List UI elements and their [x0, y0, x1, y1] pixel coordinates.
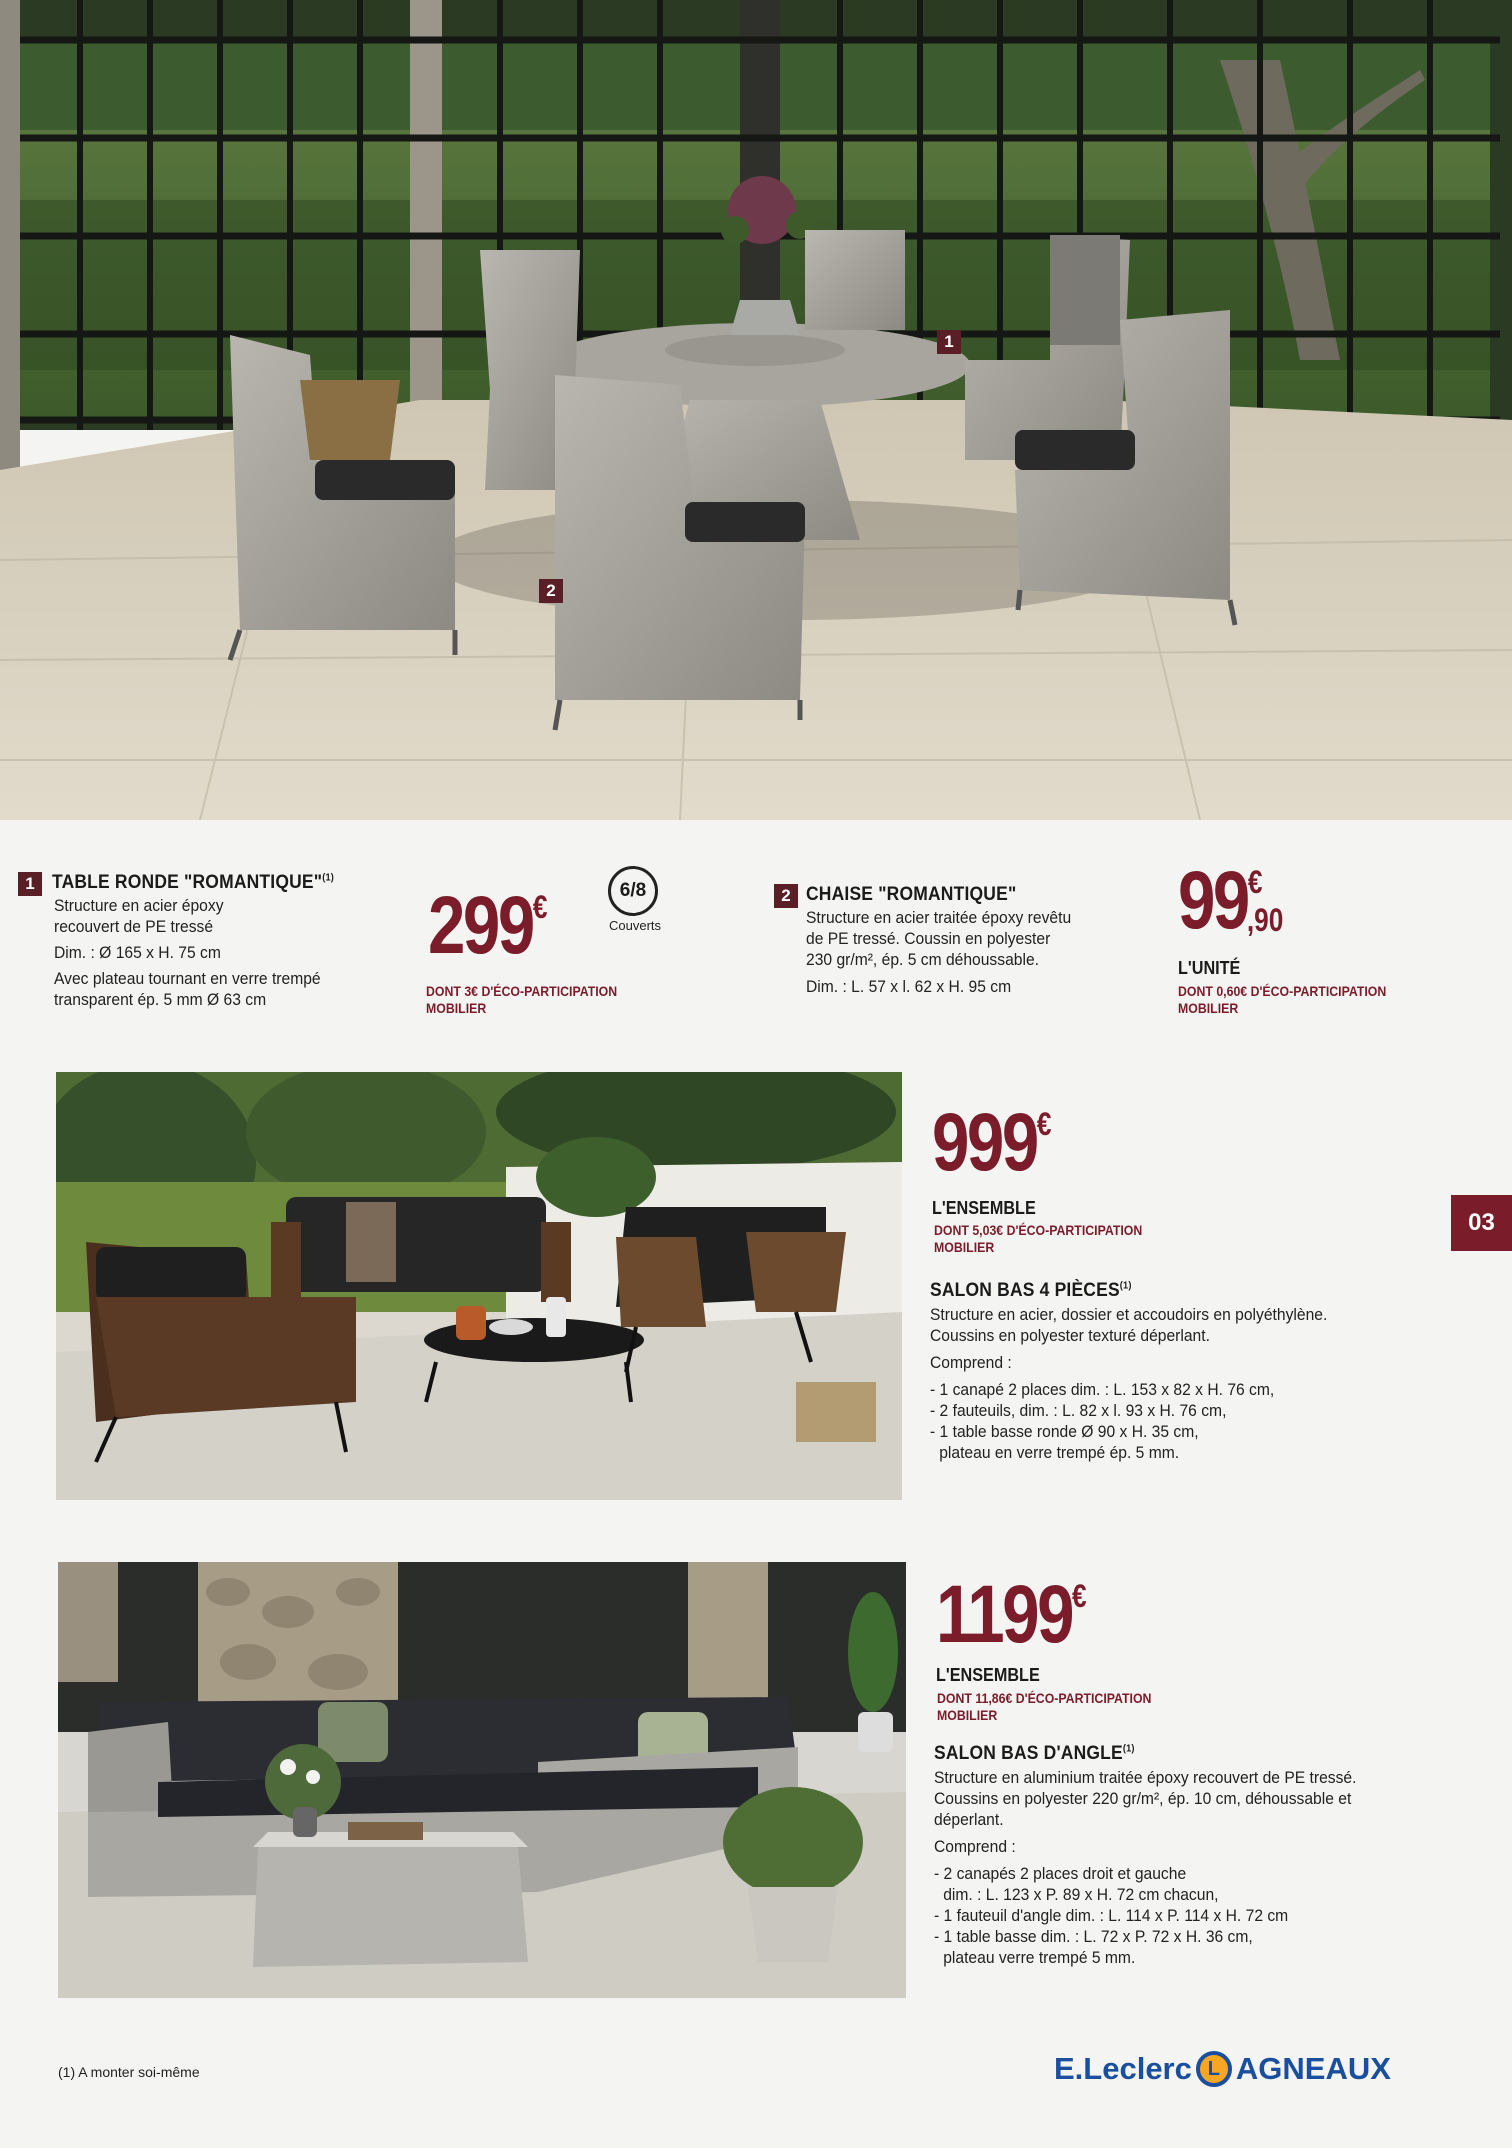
- product4-price-currency: €: [1072, 1578, 1087, 1614]
- product3-desc-line: - 2 fauteuils, dim. : L. 82 x l. 93 x H. 76 cm,: [930, 1401, 1227, 1420]
- product1-desc-line: Structure en acier époxy: [54, 896, 224, 915]
- photo-badge-chair: 2: [539, 579, 563, 603]
- product1-price: [428, 880, 548, 971]
- product2-unit: L'UNITÉ: [1178, 958, 1241, 978]
- product3-description: [930, 1304, 1327, 1463]
- product2-eco-participation: [1178, 983, 1386, 1017]
- product4-desc-line: Structure en aluminium traitée époxy recouvert de PE tressé.: [934, 1768, 1357, 1787]
- leclerc-logo-icon: L: [1196, 2051, 1232, 2087]
- product3-note: (1): [1119, 1280, 1132, 1292]
- product2-desc-line: Structure en acier traitée époxy revêtu: [806, 908, 1072, 927]
- product4-note: (1): [1122, 1743, 1135, 1755]
- product1-description: [54, 895, 321, 1010]
- product3-desc-line: plateau en verre trempé ép. 5 mm.: [939, 1443, 1180, 1462]
- product2-price-cents: ,90: [1246, 902, 1284, 938]
- product1-desc-line: transparent ép. 5 mm Ø 63 cm: [54, 990, 267, 1009]
- product2-price: [1178, 855, 1284, 946]
- product1-eco-participation: [426, 983, 617, 1017]
- product3-price: [932, 1097, 1052, 1188]
- product4-eco-line: MOBILIER: [937, 1707, 998, 1723]
- hero-photo-dining-set: [0, 0, 1512, 820]
- photo-badge-table: 1: [937, 330, 961, 354]
- product1-note: (1): [322, 872, 335, 884]
- product3-desc-line: - 1 canapé 2 places dim. : L. 153 x 82 x H. 76 cm,: [930, 1380, 1275, 1399]
- product4-desc-line: - 2 canapés 2 places droit et gauche: [934, 1864, 1187, 1883]
- footnote: (1) A monter soi-même: [58, 2064, 200, 2080]
- product4-unit: L'ENSEMBLE: [936, 1665, 1040, 1685]
- store-logo: [1054, 2046, 1391, 2092]
- product2-title: CHAISE "ROMANTIQUE": [806, 884, 1017, 905]
- product4-price-value: 1199: [936, 1569, 1073, 1660]
- product2-price-currency: €: [1247, 864, 1263, 900]
- product3-title: [930, 1280, 1132, 1302]
- product4-eco-participation: [937, 1690, 1151, 1724]
- product3-price-currency: €: [1036, 1106, 1052, 1142]
- product2-desc-line: Dim. : L. 57 x l. 62 x H. 95 cm: [806, 977, 1012, 996]
- product3-desc-line: Structure en acier, dossier et accoudoirs en polyéthylène.: [930, 1305, 1328, 1324]
- product1-desc-line: Avec plateau tournant en verre trempé: [54, 969, 321, 988]
- product1-desc-line: recouvert de PE tressé: [54, 917, 214, 936]
- product3-eco-line: MOBILIER: [934, 1239, 995, 1255]
- product4-desc-line: Comprend :: [934, 1837, 1016, 1856]
- product4-desc-line: plateau verre trempé 5 mm.: [943, 1948, 1136, 1967]
- product1-title-text: TABLE RONDE "ROMANTIQUE": [52, 872, 323, 893]
- product1-title: [52, 872, 334, 894]
- product1-eco-line: MOBILIER: [426, 1000, 487, 1016]
- covers-count: 6/8: [608, 866, 658, 916]
- product4-eco-line: DONT 11,86€ D'ÉCO-PARTICIPATION: [937, 1690, 1152, 1706]
- product3-desc-line: - 1 table basse ronde Ø 90 x H. 35 cm,: [930, 1422, 1199, 1441]
- product4-desc-line: déperlant.: [934, 1810, 1004, 1829]
- photo-salon-bas-angle: [58, 1562, 906, 1998]
- product2-description: [806, 907, 1071, 997]
- product3-title-text: SALON BAS 4 PIÈCES: [930, 1280, 1120, 1301]
- product4-desc-line: Coussins en polyester 220 gr/m², ép. 10 cm, déhoussable et: [934, 1789, 1352, 1808]
- product1-price-currency: €: [532, 889, 548, 925]
- store-location: AGNEAUX: [1235, 2051, 1391, 2086]
- product4-desc-line: - 1 table basse dim. : L. 72 x P. 72 x H. 36 cm,: [934, 1927, 1253, 1946]
- product2-price-value: 99: [1178, 855, 1248, 946]
- product2-eco-line: MOBILIER: [1178, 1000, 1239, 1016]
- product1-price-value: 299: [428, 880, 533, 971]
- product1-eco-line: DONT 3€ D'ÉCO-PARTICIPATION: [426, 983, 618, 999]
- product1-badge: 1: [18, 872, 42, 896]
- product4-price: [936, 1569, 1087, 1660]
- product2-desc-line: 230 gr/m², ép. 5 cm déhoussable.: [806, 950, 1039, 969]
- product3-desc-line: Comprend :: [930, 1353, 1012, 1372]
- store-brand: E.Leclerc: [1054, 2051, 1192, 2086]
- product3-unit: L'ENSEMBLE: [932, 1198, 1036, 1218]
- product3-eco-participation: [934, 1222, 1142, 1256]
- product1-desc-line: Dim. : Ø 165 x H. 75 cm: [54, 943, 221, 962]
- product4-description: [934, 1767, 1356, 1968]
- product4-title: [934, 1743, 1135, 1765]
- product3-price-value: 999: [932, 1097, 1037, 1188]
- product2-desc-line: de PE tressé. Coussin en polyester: [806, 929, 1051, 948]
- product4-desc-line: dim. : L. 123 x P. 89 x H. 72 cm chacun,: [943, 1885, 1219, 1904]
- product4-desc-line: - 1 fauteuil d'angle dim. : L. 114 x P. 114 x H. 72 cm: [934, 1906, 1289, 1925]
- product2-badge: 2: [774, 884, 798, 908]
- covers-badge: [602, 866, 666, 936]
- product4-title-text: SALON BAS D'ANGLE: [934, 1743, 1123, 1764]
- photo-salon-bas-4-pieces: [56, 1072, 902, 1500]
- covers-label: Couverts: [608, 918, 662, 933]
- product3-eco-line: DONT 5,03€ D'ÉCO-PARTICIPATION: [934, 1222, 1143, 1238]
- product2-eco-line: DONT 0,60€ D'ÉCO-PARTICIPATION: [1178, 983, 1387, 999]
- page-number-tab: 03: [1451, 1195, 1512, 1251]
- product3-desc-line: Coussins en polyester texturé déperlant.: [930, 1326, 1210, 1345]
